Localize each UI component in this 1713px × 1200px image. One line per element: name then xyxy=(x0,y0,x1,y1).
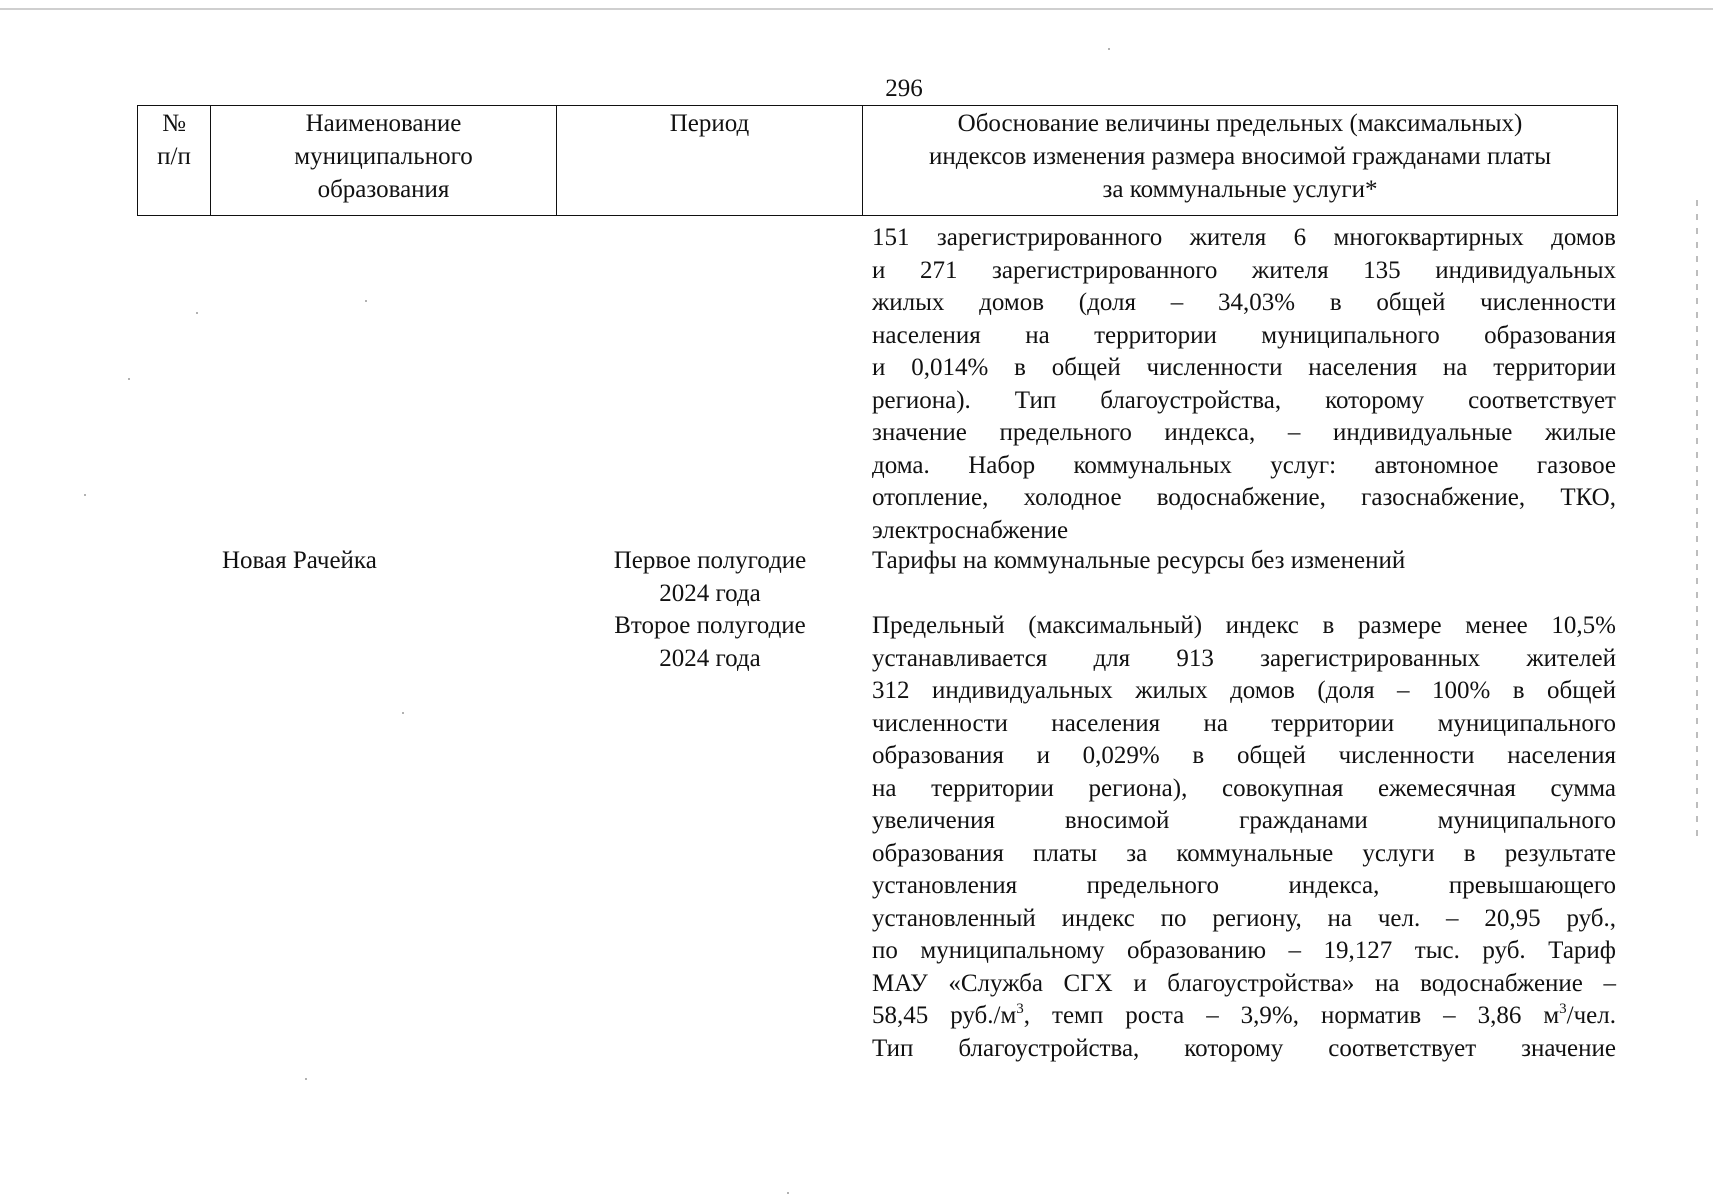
units-text: , темп роста – 3,9%, норматив – 3,86 м xyxy=(1023,1002,1560,1029)
header-col-municipality xyxy=(211,106,557,216)
text-line: на территории региона), совокупная ежемесячная сумма xyxy=(872,774,1616,802)
period-line: Второе полугодие xyxy=(614,612,806,639)
header-line: Наименование xyxy=(305,110,462,137)
header-line: Период xyxy=(669,110,750,137)
scan-speck xyxy=(196,312,198,314)
text-line: по муниципальному образованию – 19,127 тыс. руб. Тариф xyxy=(872,937,1616,964)
text-line: устанавливается для 913 зарегистрированных жителей xyxy=(872,644,1616,672)
text-line: установления предельного индекса, превышающего xyxy=(872,872,1616,899)
period-line: Первое полугодие xyxy=(613,547,807,574)
text-line: увеличения вносимой гражданами муниципального xyxy=(872,807,1616,834)
text-line: образования платы за коммунальные услуги в результате xyxy=(872,839,1616,867)
page-number: 296 xyxy=(885,75,923,102)
text-line: отопление, холодное водоснабжение, газоснабжение, ТКО, xyxy=(872,484,1616,511)
text-line: численности населения на территории муниципального xyxy=(872,709,1616,737)
text-line: населения на территории муниципального образования xyxy=(872,321,1616,349)
units-text: /чел. xyxy=(1566,1002,1616,1029)
scan-speck xyxy=(402,712,404,714)
scan-speck xyxy=(1108,48,1110,50)
superscript-cubed: 3 xyxy=(1559,1001,1567,1017)
period-line: 2024 года xyxy=(659,644,761,672)
text-line: значение предельного индекса, – индивидуальные жилые xyxy=(872,419,1616,446)
text-line: региона). Тип благоустройства, которому соответствует xyxy=(872,386,1616,414)
scan-speck xyxy=(787,1192,789,1194)
text-line: Тип благоустройства, которому соответствует значение xyxy=(872,1034,1616,1062)
table-header xyxy=(137,105,1618,216)
continued-basis-text xyxy=(872,222,1616,547)
header-line: образования xyxy=(317,176,450,203)
header-col-basis xyxy=(863,106,1618,216)
text-line: дома. Набор коммунальных услуг: автономное газовое xyxy=(872,451,1616,479)
text-line: и 0,014% в общей численности населения на территории xyxy=(872,354,1616,381)
text-line: образования и 0,029% в общей численности населения xyxy=(872,742,1616,769)
scan-speck xyxy=(128,378,130,380)
units-text: 58,45 руб./м xyxy=(872,1002,1017,1029)
header-line: Обоснование величины предельных (максимальных) xyxy=(957,110,1523,137)
superscript-cubed: 3 xyxy=(1016,1001,1024,1017)
period-first-half xyxy=(588,545,832,610)
scan-speck xyxy=(84,494,86,496)
basis-second-half xyxy=(872,610,1616,1065)
scan-edge-top xyxy=(0,8,1713,10)
text-line: Предельный (максимальный) индекс в размере менее 10,5% xyxy=(872,612,1616,639)
scan-speck xyxy=(305,1078,307,1080)
text-line: и 271 зарегистрированного жителя 135 индивидуальных xyxy=(872,256,1616,284)
text-line: установленный индекс по региону, на чел. – 20,95 руб., xyxy=(872,904,1616,932)
header-line: муниципального xyxy=(294,143,473,170)
header-line: № xyxy=(162,110,186,137)
header-line: за коммунальные услуги* xyxy=(1102,176,1378,203)
text-line-with-units xyxy=(872,1000,1616,1033)
period-line: 2024 года xyxy=(659,579,761,607)
text-line: жилых домов (доля – 34,03% в общей численности xyxy=(872,289,1616,316)
text-line: электроснабжение xyxy=(872,516,1069,544)
text-line: 151 зарегистрированного жителя 6 многоквартирных домов xyxy=(872,224,1616,251)
basis-first-half: Тарифы на коммунальные ресурсы без изменений xyxy=(872,547,1406,574)
header-line: индексов изменения размера вносимой гражданами платы xyxy=(928,143,1552,170)
scan-speck xyxy=(365,300,367,302)
municipality-name: Новая Рачейка xyxy=(222,547,377,574)
header-line: п/п xyxy=(157,143,191,170)
text-line: МАУ «Служба СГХ и благоустройства» на водоснабжение – xyxy=(872,969,1616,997)
period-second-half xyxy=(588,610,832,675)
scan-edge-right xyxy=(1696,200,1698,840)
text-line: 312 индивидуальных жилых домов (доля – 100% в общей xyxy=(872,677,1616,704)
header-col-number xyxy=(138,106,211,216)
header-col-period xyxy=(557,106,863,216)
